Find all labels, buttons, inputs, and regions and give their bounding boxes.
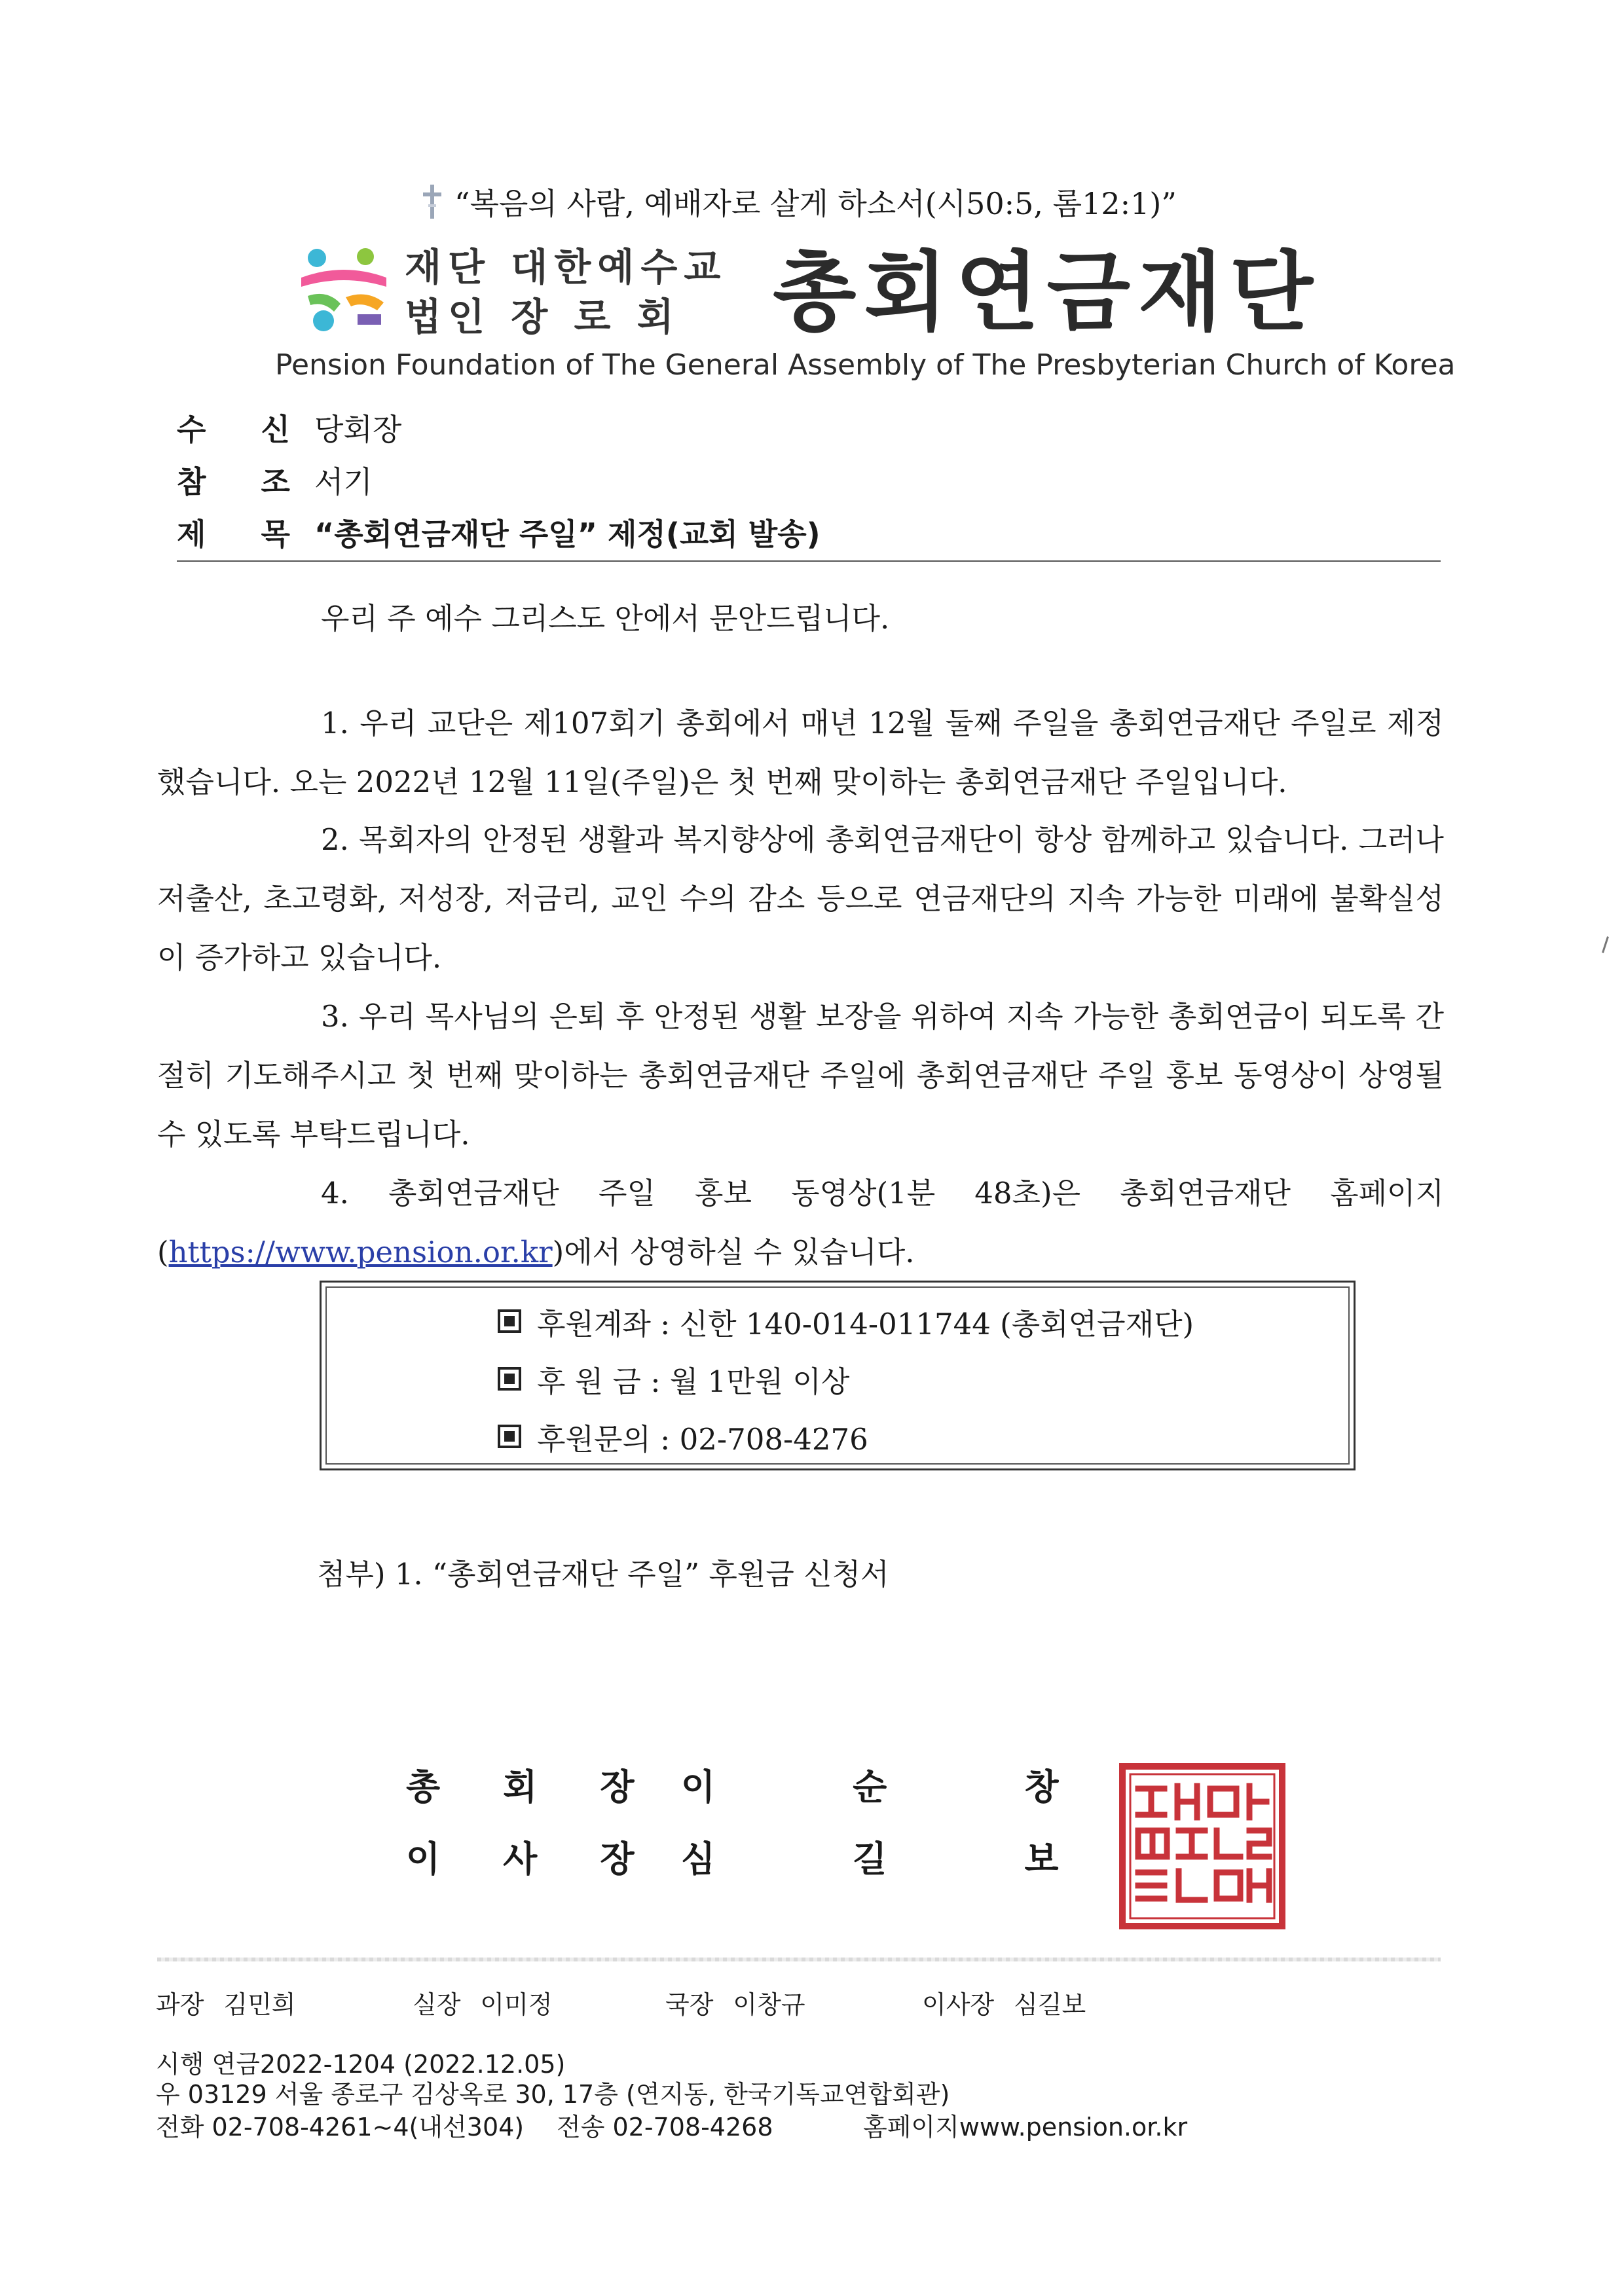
header-divider bbox=[177, 560, 1441, 562]
staff-role: 실장 bbox=[413, 1990, 461, 2019]
org-legal-name bbox=[405, 242, 745, 342]
paragraph-1-text: 1. 우리 교단은 제107회기 총회에서 매년 12월 둘째 주일을 총회연금재단 주일로 제정했습니다. 오는 2022년 12월 11일(주일)은 첫 번째 맞이하는 총회연금재단 주일입니다. bbox=[157, 706, 1444, 799]
fax-number: 전송 02-708-4268 bbox=[557, 2113, 773, 2141]
reference-value: 서기 bbox=[314, 464, 373, 500]
scan-margin-mark bbox=[1602, 936, 1609, 953]
support-inquiry-text: 후원문의 : 02-708-4276 bbox=[537, 1421, 868, 1457]
support-inquiry bbox=[498, 1410, 1283, 1463]
paragraph-3-text: 3. 우리 목사님의 은퇴 후 안정된 생활 보장을 위하여 지속 가능한 총회연금이 되도록 간절히 기도해주시고 첫 번째 맞이하는 총회연금재단 주일에 총회연금재단 주일 홍보 동영상이 상영될 수 있도록 부탁드립니다. bbox=[157, 999, 1444, 1152]
reference-label: 참 조 bbox=[177, 464, 312, 500]
staff-entry bbox=[665, 1984, 805, 2020]
signature-name-2: 심길보 bbox=[681, 1838, 1196, 1880]
attachment-note: 첨부) 1. “총회연금재단 주일” 후원금 신청서 bbox=[317, 1557, 889, 1592]
recipient-row bbox=[177, 405, 1159, 450]
phone-number: 전화 02-708-4261~4(내선304) bbox=[156, 2113, 525, 2141]
subject-value: “총회연금재단 주일” 제정(교회 발송) bbox=[314, 517, 821, 552]
signature-title-1: 총회장 bbox=[406, 1766, 697, 1808]
paragraph-2-text: 2. 목회자의 안정된 생활과 복지향상에 총회연금재단이 항상 함께하고 있습니다. 그러나 저출산, 초고령화, 저성장, 저금리, 교인 수의 감소 등으로 연금재단의 지속 가능한 미래에 불확실성이 증가하고 있습니다. bbox=[157, 822, 1444, 975]
staff-entry bbox=[156, 1984, 296, 2020]
staff-role: 국장 bbox=[665, 1990, 714, 2019]
signature-title-2: 이사장 bbox=[406, 1838, 697, 1880]
paragraph-3 bbox=[157, 987, 1444, 1164]
postal-address: 우 03129 서울 종로구 김상옥로 30, 17층 (연지동, 한국기독교연합회관) bbox=[156, 2080, 950, 2109]
subject-row bbox=[177, 509, 1159, 555]
org-legal-line2: 법인 장 로 회 bbox=[405, 295, 680, 339]
org-legal-line1: 재단 대한예수교 bbox=[405, 245, 728, 289]
homepage-link[interactable]: https://www.pension.or.kr bbox=[168, 1235, 553, 1269]
subject-label: 제 목 bbox=[177, 517, 312, 552]
support-account-text: 후원계좌 : 신한 140-014-011744 (총회연금재단) bbox=[537, 1306, 1194, 1341]
recipient-label: 수 신 bbox=[177, 412, 312, 447]
greeting: 우리 주 예수 그리스도 안에서 문안드립니다. bbox=[321, 601, 890, 636]
footer-divider bbox=[157, 1958, 1441, 1961]
support-account bbox=[498, 1295, 1283, 1347]
document-number: 시행 연금2022-1204 (2022.12.05) bbox=[156, 2050, 566, 2079]
homepage-url[interactable]: 홈페이지www.pension.or.kr bbox=[863, 2113, 1188, 2141]
paragraph-4 bbox=[157, 1164, 1444, 1282]
square-bullet-icon bbox=[498, 1425, 521, 1448]
reference-row bbox=[177, 457, 1159, 503]
staff-entry bbox=[413, 1984, 553, 2020]
paragraph-4-after: )에서 상영하실 수 있습니다. bbox=[552, 1235, 915, 1269]
paragraph-4-before: 4. 총회연금재단 주일 홍보 동영상(1분 48초)은 총회연금재단 홈페이지 ( bbox=[157, 1176, 1444, 1269]
square-bullet-icon bbox=[498, 1367, 521, 1391]
staff-name: 김민희 bbox=[223, 1990, 296, 2019]
staff-name: 이창규 bbox=[733, 1990, 805, 2019]
paragraph-1 bbox=[157, 694, 1444, 812]
motto-text: “복음의 사람, 예배자로 살게 하소서(시50:5, 롬12:1)” bbox=[454, 186, 1177, 221]
cross-icon bbox=[419, 182, 445, 221]
paragraph-2 bbox=[157, 811, 1444, 987]
recipient-value: 당회장 bbox=[314, 412, 402, 447]
staff-name: 이미정 bbox=[480, 1990, 553, 2019]
staff-role: 이사장 bbox=[922, 1990, 995, 2019]
staff-entry bbox=[922, 1984, 1086, 2020]
support-amount bbox=[498, 1353, 1283, 1405]
square-bullet-icon bbox=[498, 1309, 521, 1333]
staff-name: 심길보 bbox=[1014, 1990, 1086, 2019]
foundation-logo-icon bbox=[295, 244, 393, 335]
motto bbox=[419, 175, 1205, 228]
staff-approval-row bbox=[156, 1982, 1400, 2022]
staff-role: 과장 bbox=[156, 1990, 204, 2019]
official-seal bbox=[1118, 1762, 1286, 1930]
org-name: 총회연금재단 bbox=[773, 242, 1321, 343]
signature-name-1: 이순창 bbox=[681, 1766, 1196, 1808]
org-english-name: Pension Foundation of The General Assembly of The Presbyterian Church of Korea bbox=[275, 348, 1456, 382]
support-amount-text: 후 원 금 : 월 1만원 이상 bbox=[537, 1364, 850, 1399]
